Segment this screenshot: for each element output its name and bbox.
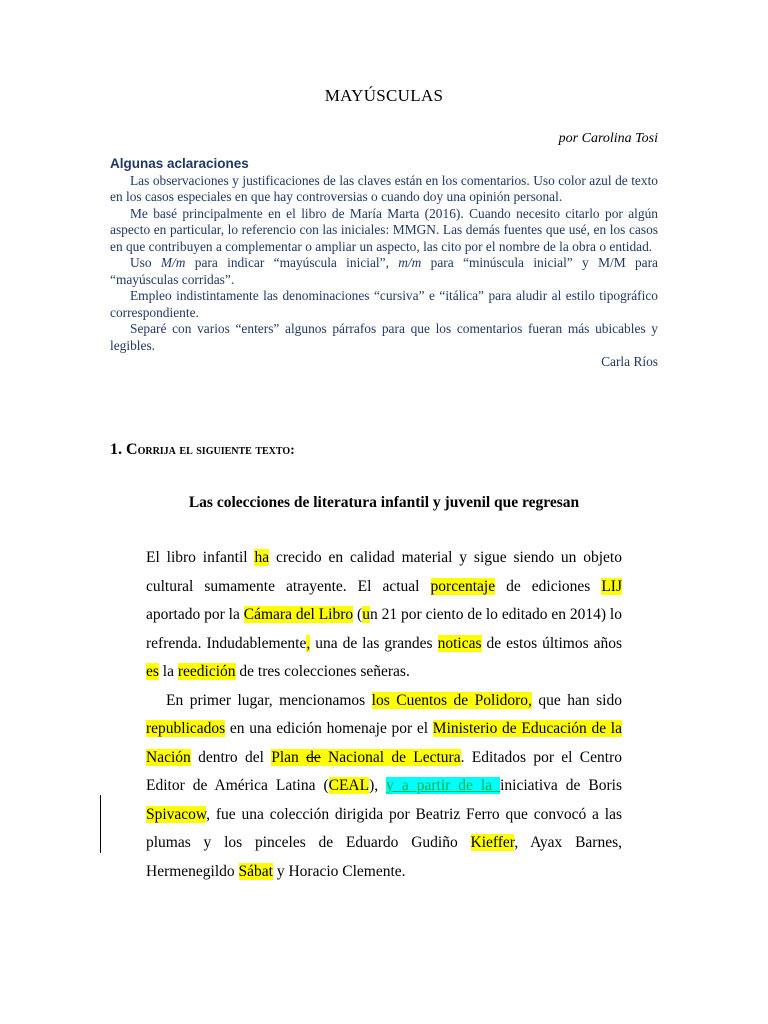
highlighted-error[interactable]: republicados (146, 720, 226, 737)
article-body (146, 544, 622, 886)
note-paragraph: Separé con varios “enters” algunos párrafos para que los comentarios fueran más ubicables y legibles. (110, 321, 658, 353)
deleted-text: de (306, 748, 321, 766)
text-run: de ediciones (495, 577, 602, 595)
note-paragraph (110, 255, 658, 288)
highlighted-error[interactable]: Kieffer (470, 834, 515, 851)
highlighted-error[interactable]: porcentaje (430, 577, 496, 595)
text-run: ( (353, 606, 363, 623)
article-paragraph (146, 544, 622, 687)
text-run: iniciativa de Boris (500, 777, 623, 794)
note-paragraph: Las observaciones y justificaciones de las claves están en los comentarios. Uso color azul de texto en los casos especiales en que hay controversias o cuando doy una opinión personal. (110, 172, 658, 204)
text-run: crecido en calidad material y sigue siendo un objeto cultural sumamente atrayente. El actual (146, 549, 622, 595)
text-run: , fue una colección dirigida por Beatriz Ferro que convocó a las plumas y los pinceles de Eduardo Gudiño (146, 805, 622, 851)
highlighted-error[interactable]: CEAL (328, 777, 370, 794)
text-run: El libro infantil (146, 549, 255, 566)
highlighted-error[interactable]: es (146, 663, 159, 680)
text-run: . Editados por el Centro Editor de América Latina ( (146, 748, 622, 794)
highlighted-error[interactable]: Ministerio de Educación de la Nación (146, 720, 622, 766)
text-run: de estos últimos años (481, 634, 622, 652)
article-paragraph (146, 687, 622, 887)
text-run: En primer lugar, mencionamos (166, 691, 372, 709)
highlighted-error[interactable]: ha (254, 549, 270, 566)
note-signature: Carla Ríos (601, 354, 658, 369)
text-run: y Horacio Clemente. (272, 862, 406, 880)
exercise-number: 1. (110, 441, 126, 458)
highlighted-error[interactable]: , (306, 634, 311, 652)
text-run: n 21 por ciento de lo editado en 2014) lo refrenda. Indudablemente (146, 606, 622, 652)
text-run: una de las grandes (310, 634, 438, 652)
document-title: MAYÚSCULAS (324, 86, 444, 105)
highlighted-error[interactable]: reedición (177, 663, 236, 680)
text-run: que han sido (531, 691, 622, 709)
highlighted-error[interactable]: u (362, 606, 370, 623)
note-text: para “minúscula inicial” y M/M para “mayúsculas corridas”. (110, 255, 658, 287)
highlighted-error[interactable] (271, 749, 460, 766)
revision-margin-bar (100, 795, 101, 853)
exercise-heading-text: orrija el siguiente texto: (137, 443, 295, 458)
text-run: , Ayax Barnes, Hermenegildo (146, 834, 622, 880)
text-run: Nacional de Lectura (320, 748, 461, 766)
text-run: Plan (271, 748, 307, 766)
clarifications-heading: Algunas aclaraciones (110, 156, 249, 171)
note-italic: m/m (398, 255, 422, 270)
clarifications-block (110, 156, 658, 371)
note-paragraph: Me basé principalmente en el libro de María Marta (2016). Cuando necesito citarlo por algún aspecto en particular, lo referencio con las iniciales: MMGN. Las demás fuentes que usé, en los casos en que contribuyen a complementar o ampliar un aspecto, las cito por el nombre de la obra o entidad. (110, 205, 658, 254)
highlighted-error[interactable]: Spivacow (146, 805, 207, 823)
text-run: en una edición homenaje por el (225, 720, 433, 737)
text-run: la (158, 663, 178, 680)
highlighted-error[interactable]: LIJ (601, 577, 623, 595)
note-text: Uso (130, 255, 161, 270)
article-title: Las colecciones de literatura infantil y juvenil que regresan (188, 494, 580, 511)
author-byline: por Carolina Tosi (558, 131, 658, 146)
inserted-text[interactable]: y a partir de la (386, 777, 501, 794)
text-run: de tres colecciones señeras. (235, 663, 410, 680)
highlighted-error[interactable]: Sábat (238, 862, 273, 880)
highlighted-error[interactable]: noticas (437, 634, 482, 652)
exercise-heading-initial: C (126, 441, 138, 458)
text-run: dentro del (190, 748, 272, 766)
text-run: ), (369, 777, 387, 794)
note-text: para indicar “mayúscula inicial”, (185, 255, 399, 270)
text-run: aportado por la (146, 606, 244, 623)
note-italic: M/m (160, 255, 186, 270)
exercise-heading (110, 441, 295, 459)
note-paragraph: Empleo indistintamente las denominaciones “cursiva” e “itálica” para aludir al estilo tipográfico correspondiente. (110, 288, 658, 320)
highlighted-error[interactable]: los Cuentos de Polidoro, (371, 691, 532, 709)
highlighted-error[interactable]: Cámara del Libro (243, 606, 354, 623)
